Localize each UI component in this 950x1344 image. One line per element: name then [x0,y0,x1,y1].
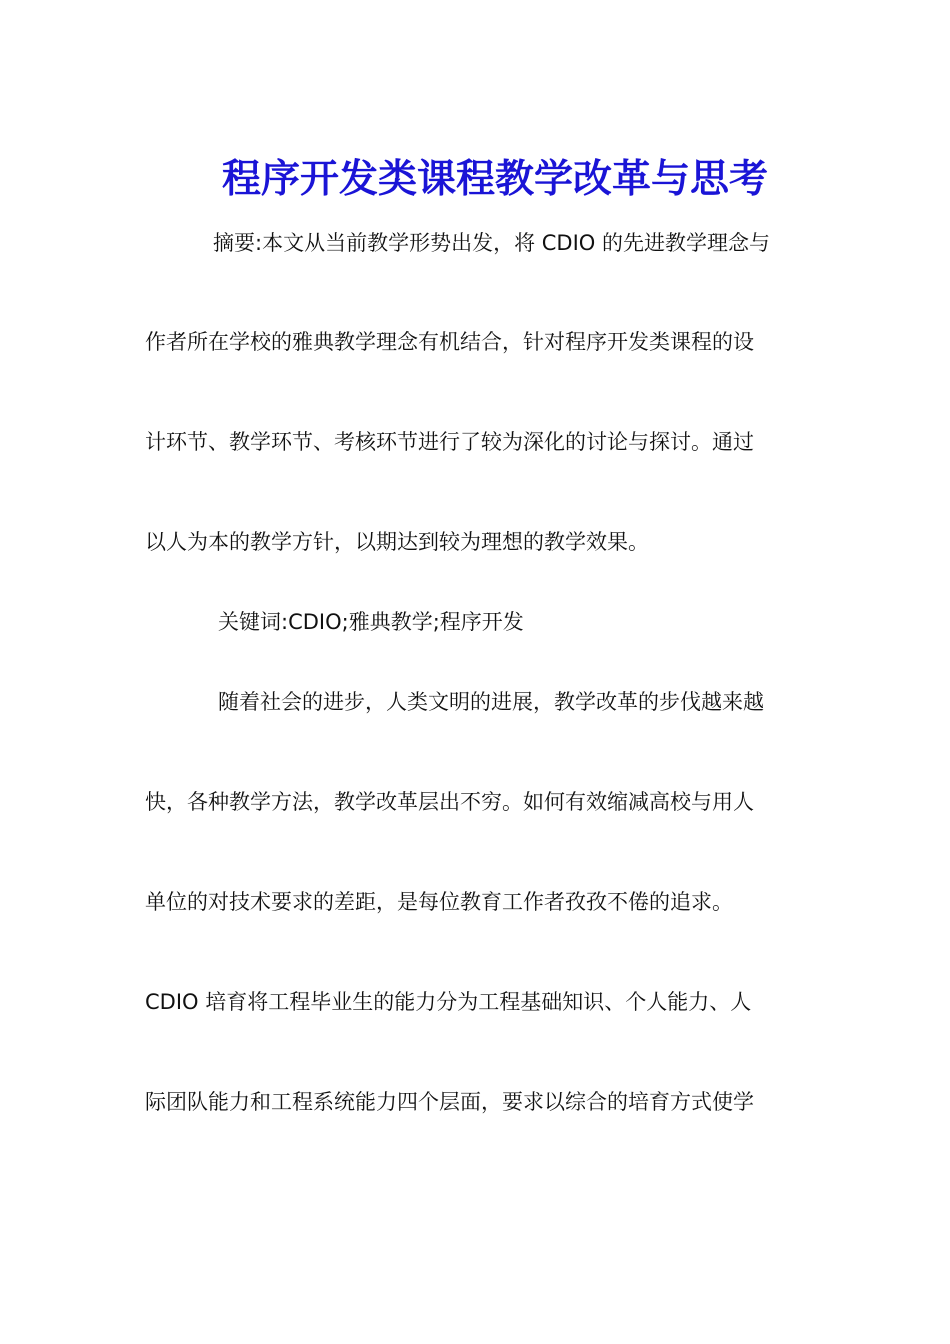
abstract-line-4: 以人为本的教学方针，以期达到较为理想的教学效果。 [145,530,649,554]
body-line-1: 随着社会的进步，人类文明的进展，教学改革的步伐越来越 [218,690,764,714]
body-line-5: 际团队能力和工程系统能力四个层面，要求以综合的培育方式使学 [145,1090,754,1114]
abstract-line-2: 作者所在学校的雅典教学理念有机结合，针对程序开发类课程的设 [145,330,754,354]
body-line-4: CDIO 培育将工程毕业生的能力分为工程基础知识、个人能力、人 [145,990,752,1014]
keywords-line: 关键词:CDIO;雅典教学;程序开发 [218,610,524,634]
document-title: 程序开发类课程教学改革与思考 [221,156,768,203]
body-line-3: 单位的对技术要求的差距，是每位教育工作者孜孜不倦的追求。 [145,890,733,914]
abstract-line-1: 摘要:本文从当前教学形势出发，将 CDIO 的先进教学理念与 [213,231,770,255]
abstract-line-3: 计环节、教学环节、考核环节进行了较为深化的讨论与探讨。通过 [145,430,754,454]
body-line-2: 快，各种教学方法，教学改革层出不穷。如何有效缩减高校与用人 [145,790,754,814]
